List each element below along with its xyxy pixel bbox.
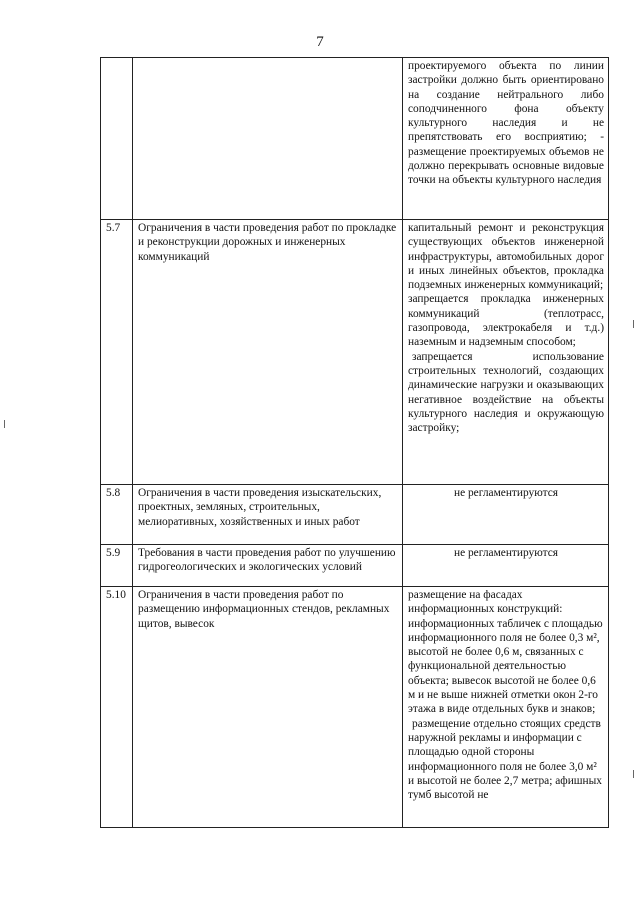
row-number: 5.7 bbox=[101, 220, 133, 485]
table-row bbox=[101, 545, 609, 587]
requirement-paragraph: запрещается прокладка инженерных коммуникаций (теплотрасс, газопровода, электрокабеля и т.д.) наземным и надземным способом; bbox=[408, 293, 604, 349]
row-description: Ограничения в части проведения работ по прокладке и реконструкции дорожных и инженерных коммуникаций bbox=[133, 220, 403, 485]
row-requirement bbox=[403, 220, 609, 485]
table-row bbox=[101, 220, 609, 485]
table-row bbox=[101, 587, 609, 828]
requirement-paragraph: размещение на фасадах информационных конструкций: информационных табличек с площадью информационного поля не более 0,3 м², высотой не более 0,6 м, связанных с функциональной деятельностью объекта; вывесок высотой не более 0,6 м и не выше нижней отметки окон 2-го этажа в виде отдельных букв и знаков; bbox=[408, 589, 603, 716]
row-description bbox=[133, 58, 403, 220]
scan-margin-mark bbox=[633, 320, 634, 328]
scan-margin-mark bbox=[4, 420, 5, 428]
row-number: 5.8 bbox=[101, 485, 133, 545]
requirement-paragraph: капитальный ремонт и реконструкция существующих объектов инженерной инфраструктуры, автомобильных дорог и иных линейных объектов, прокладка подземных инженерных коммуникаций; bbox=[408, 222, 604, 292]
row-requirement: не регламентируются bbox=[403, 545, 609, 587]
row-description: Ограничения в части проведения изыскательских, проектных, земляных, строительных, мелиоративных, хозяйственных и иных работ bbox=[133, 485, 403, 545]
table-row bbox=[101, 485, 609, 545]
row-requirement: не регламентируются bbox=[403, 485, 609, 545]
regulations-table bbox=[100, 57, 609, 828]
row-description: Требования в части проведения работ по улучшению гидрогеологических и экологических условий bbox=[133, 545, 403, 587]
row-number bbox=[101, 58, 133, 220]
row-requirement bbox=[403, 587, 609, 828]
scan-margin-mark bbox=[633, 770, 634, 778]
requirement-paragraph: размещение отдельно стоящих средств наружной рекламы и информации с площадью одной стороны информационного поля не более 3,0 м² и высотой не более 2,7 метра; афишных тумб высотой не bbox=[408, 717, 603, 802]
table-row bbox=[101, 58, 609, 220]
row-requirement: проектируемого объекта по линии застройки должно быть ориентировано на создание нейтрального либо соподчиненного фона объекту культурного наследия и не препятствовать его восприятию; - размещение проектируемых объемов не должно перекрывать основные видовые точки на объекты культурного наследия bbox=[403, 58, 609, 220]
requirement-paragraph: запрещается использование строительных технологий, создающих динамические нагрузки и оказывающих негативное воздействие на объекты культурного наследия и окружающую застройку; bbox=[408, 350, 604, 435]
row-number: 5.9 bbox=[101, 545, 133, 587]
row-description: Ограничения в части проведения работ по размещению информационных стендов, рекламных щитов, вывесок bbox=[133, 587, 403, 828]
row-number: 5.10 bbox=[101, 587, 133, 828]
page-number: 7 bbox=[316, 34, 324, 50]
